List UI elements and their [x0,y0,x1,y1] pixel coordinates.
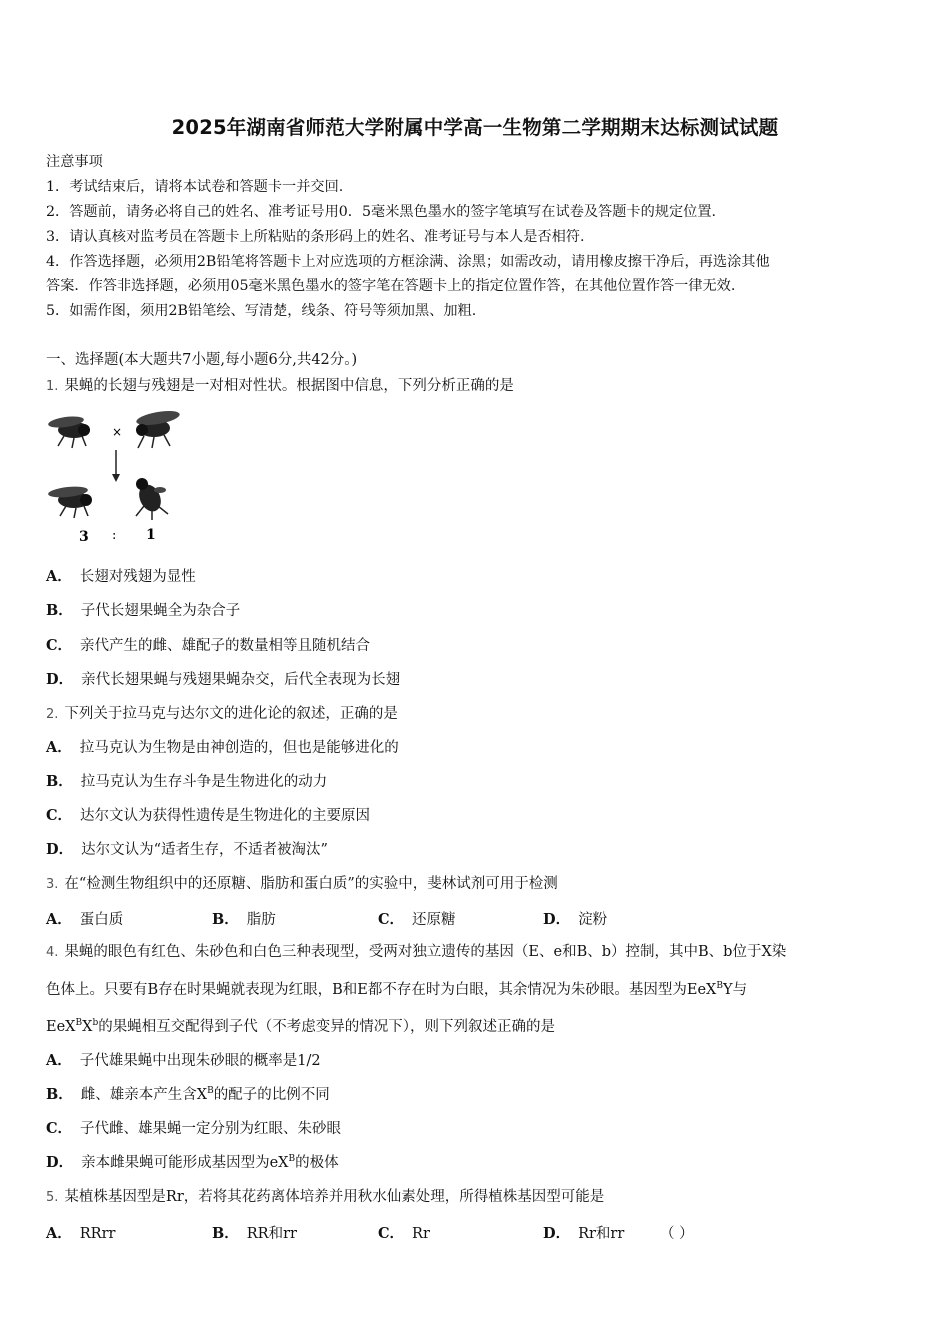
question-text: 下列关于拉马克与达尔文的进化论的叙述，正确的是 [64,706,398,722]
stem-text: X [82,1019,93,1035]
option-text: 淀粉 [578,912,608,928]
option-text: 达尔文认为获得性遗传是生物进化的主要原因 [80,808,371,824]
option-label: C． [378,911,405,928]
option-text: 亲本雌果蝇可能形成基因型为eX [81,1155,289,1171]
notice-item: 5．如需作图，须用2B铅笔绘、写清楚，线条、符号等须加黑、加粗. [46,303,477,319]
option-a[interactable] [46,738,399,758]
notice-heading: 注意事项 [46,154,103,170]
option-text: 达尔文认为“适者生存，不适者被淘汰” [81,842,328,858]
option-label: B． [46,1086,73,1103]
answer-blank: （ ） [660,1226,694,1242]
option-b[interactable] [212,908,276,929]
option-a[interactable] [46,1051,321,1071]
option-label: D． [543,911,571,928]
option-c[interactable] [378,908,456,929]
notice-item: 4．作答选择题，必须用2B铅笔将答题卡上对应选项的方框涂满、涂黑；如需改动，请用橡皮擦干净后，再选涂其他 [46,254,770,270]
option-label: D． [543,1225,571,1242]
option-text: 脂肪 [246,912,276,928]
option-text: RR和rr [246,1226,297,1242]
option-a[interactable] [46,908,123,929]
ratio-right: 1 [146,527,156,543]
arrow-down-icon [112,450,120,482]
option-label: D． [46,671,74,688]
option-text: Rr和rr [578,1226,625,1242]
option-text: 长翅对残翅为显性 [79,569,196,585]
superscript: B [288,1154,296,1165]
option-label: A． [46,1052,72,1069]
question-1-stem [46,376,514,397]
option-label: B． [46,602,73,619]
option-text: 雌、雄亲本产生含X [80,1087,208,1103]
notice-item: 1．考试结束后，请将本试卷和答题卡一并交回. [46,179,344,195]
vestigial-wing-fly-icon [135,478,168,520]
stem-text: 色体上。只要有B存在时果蝇就表现为红眼，B和E都不存在时为白眼，其余情况为朱砂眼。基因型为EeX [46,982,717,998]
option-label: B． [46,773,73,790]
ratio-left: 3 [79,529,89,545]
option-text: 拉马克认为生存斗争是生物进化的动力 [80,774,328,790]
option-text: 子代雄果蝇中出现朱砂眼的概率是1/2 [79,1053,321,1069]
option-d[interactable] [46,1153,339,1173]
option-label: B． [212,1225,239,1242]
option-b[interactable] [46,772,327,792]
cross-symbol: × [112,425,123,439]
question-text: 在“检测生物组织中的还原糖、脂肪和蛋白质”的实验中，斐林试剂可用于检测 [64,876,558,892]
superscript: B [75,1018,83,1029]
question-number: 2. [46,707,59,722]
option-c[interactable] [46,1119,341,1139]
option-label: C． [46,807,73,824]
option-d[interactable] [543,1222,624,1243]
superscript: B [207,1086,214,1097]
question-text: 果蝇的眼色有红色、朱砂色和白色三种表现型，受两对独立遗传的基因（E、e和B、b）控制，其中B、b位于X染 [64,944,787,960]
option-text: Rr [412,1226,430,1242]
option-c[interactable] [378,1222,430,1243]
option-text: RRrr [79,1226,116,1242]
option-c[interactable] [46,636,370,656]
option-label: C． [46,1120,73,1137]
option-label: C． [378,1225,405,1242]
question-number: 4. [46,945,59,960]
option-text: 亲代长翅果蝇与残翅果蝇杂交，后代全表现为长翅 [81,672,401,688]
option-label: D． [46,1154,74,1171]
option-label: D． [46,841,74,858]
stem-text: 的果蝇相互交配得到子代（不考虑变异的情况下），则下列叙述正确的是 [98,1019,555,1035]
option-a[interactable] [46,1222,115,1243]
notice-item: 2．答题前，请务必将自己的姓名、准考证号用0．5毫米黑色墨水的签字笔填写在试卷及答题卡的规定位置. [46,204,717,220]
long-wing-fly-icon [135,408,180,448]
question-4-stem-line3 [46,1017,555,1037]
option-b[interactable] [46,1085,330,1105]
option-text: 还原糖 [412,912,456,928]
question-2-stem [46,704,398,725]
option-text: 子代雌、雄果蝇一定分别为红眼、朱砂眼 [80,1121,342,1137]
question-text: 某植株基因型是Rr，若将其花药离体培养并用秋水仙素处理，所得植株基因型可能是 [64,1189,605,1205]
option-b[interactable] [46,601,240,621]
question-number: 3. [46,877,59,892]
question-4-stem [46,942,786,963]
option-a[interactable] [46,567,196,587]
section-heading: 一、选择题(本大题共7小题,每小题6分,共42分。) [46,352,358,368]
option-label: C． [46,637,73,654]
question-number: 5. [46,1190,59,1205]
option-text: 蛋白质 [79,912,124,928]
option-label: A． [46,568,72,585]
stem-text: EeX [46,1019,76,1035]
option-d[interactable] [543,908,607,929]
ratio-separator: : [112,528,117,543]
option-text: 拉马克认为生物是由神创造的，但也是能够进化的 [79,740,399,756]
option-label: A． [46,1225,72,1242]
page-title: 2025年湖南省师范大学附属中学高一生物第二学期期末达标测试试题 [171,116,779,139]
notice-item: 答案．作答非选择题，必须用05毫米黑色墨水的签字笔在答题卡上的指定位置作答，在其他位置作答一律无效. [46,278,736,294]
question-number: 1. [46,379,59,394]
question-5-stem [46,1187,604,1208]
question-text: 果蝇的长翅与残翅是一对相对性状。根据图中信息，下列分析正确的是 [64,378,514,394]
option-text: 亲代产生的雌、雄配子的数量相等且随机结合 [80,638,371,654]
superscript: b [92,1018,99,1029]
fruit-fly-cross-figure [46,408,186,548]
option-d[interactable] [46,840,328,860]
long-wing-fly-icon [47,415,90,448]
option-text: 子代长翅果蝇全为杂合子 [80,603,241,619]
long-wing-fly-icon [48,485,92,518]
stem-text: Y与 [723,982,748,998]
option-text: 的极体 [295,1155,339,1171]
option-c[interactable] [46,806,370,826]
option-d[interactable] [46,670,400,690]
notice-item: 3．请认真核对监考员在答题卡上所粘贴的条形码上的姓名、准考证号与本人是否相符. [46,229,585,245]
option-label: B． [212,911,239,928]
option-label: A． [46,739,72,756]
option-b[interactable] [212,1222,297,1243]
option-label: A． [46,911,72,928]
question-3-stem [46,874,558,895]
question-4-stem-line2 [46,980,747,1000]
superscript: B [716,981,724,992]
option-text: 的配子的比例不同 [213,1087,330,1103]
